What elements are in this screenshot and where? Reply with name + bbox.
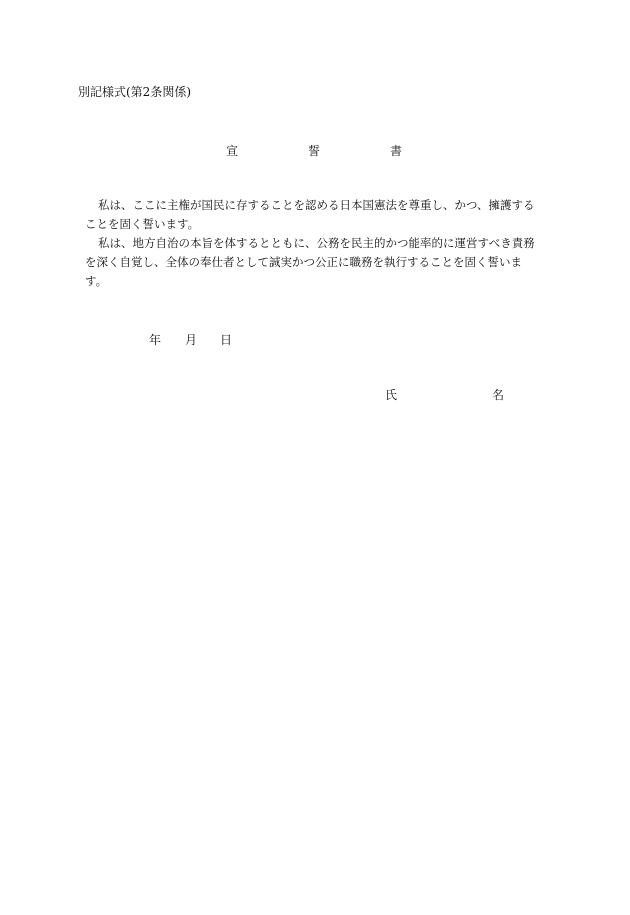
- oath-body: [85, 196, 555, 291]
- paragraph-line: ことを固く誓います。: [85, 217, 200, 231]
- oath-paragraph-2: [85, 234, 555, 291]
- day-label: 日: [220, 333, 233, 347]
- title-char-1: 宣: [226, 144, 239, 158]
- year-label: 年: [149, 333, 162, 347]
- paragraph-line: 私は、地方自治の本旨を体するとともに、公務を民主的かつ能率的に運営すべき責務: [98, 236, 535, 250]
- oath-paragraph-1: [85, 196, 555, 234]
- name-label-surname: 氏: [385, 388, 398, 402]
- date-line: [0, 331, 630, 349]
- document-title: [0, 142, 630, 160]
- signature-line: [0, 386, 630, 404]
- form-reference: 別記様式(第2条関係): [78, 85, 191, 99]
- title-char-3: 書: [390, 144, 403, 158]
- paragraph-line: を深く自覚し、全体の奉仕者として誠実かつ公正に職務を執行することを固く誓いま: [85, 255, 522, 269]
- name-label-given: 名: [492, 388, 505, 402]
- title-char-2: 誓: [308, 144, 321, 158]
- paragraph-line: す。: [85, 274, 108, 288]
- month-label: 月: [185, 333, 198, 347]
- paragraph-line: 私は、ここに主権が国民に存することを認める日本国憲法を尊重し、かつ、擁護する: [98, 198, 535, 212]
